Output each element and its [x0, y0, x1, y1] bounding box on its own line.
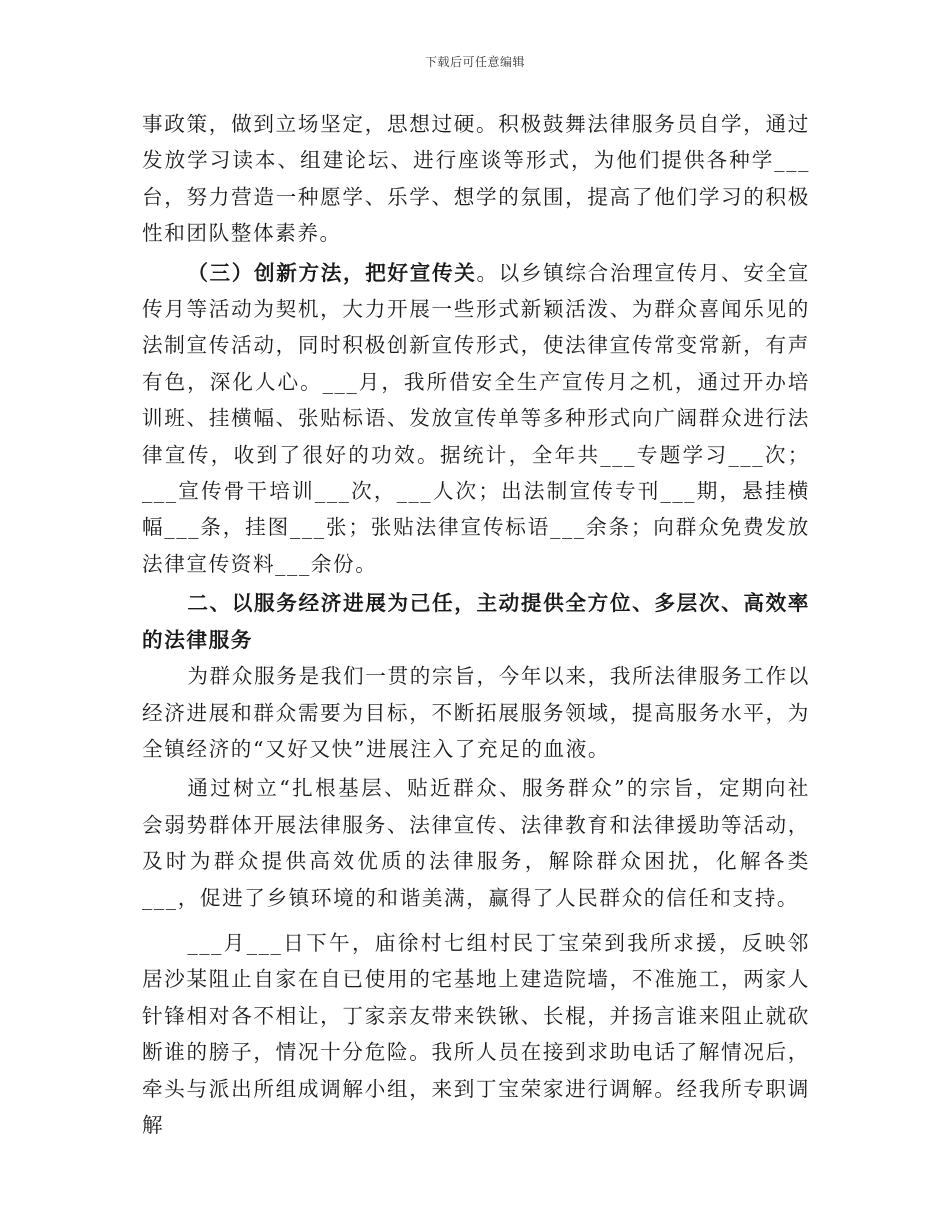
paragraph-service-purpose: 为群众服务是我们一贯的宗旨，今年以来，我所法律服务工作以经济进展和群众需要为目标，不断拓展服务领域，提高服务水平，为全镇经济的“又好又快”进展注入了充足的血液。 [142, 664, 810, 761]
document-body [142, 106, 810, 1143]
page-header-note: 下载后可任意编辑 [424, 55, 525, 69]
paragraph-grassroots-service: 通过树立“扎根基层、贴近群众、服务群众”的宗旨，定期向社会弱势群体开展法律服务、法律宣传、法律教育和法律援助等活动，及时为群众提供高效优质的法律服务，解除群众困扰，化解各类___，促进了乡镇环境的和谐美满，赢得了人民群众的信任和支持。 [142, 776, 810, 910]
paragraph-publicity-body: 。以乡镇综合治理宣传月、安全宣传月等活动为契机，大力开展一些形式新颖活泼、为群众喜闻乐见的法制宣传活动，同时积极创新宣传形式，使法律宣传常变常新，有声有色，深化人心。___月，我所借安全生产宣传月之机，通过开办培训班、挂横幅、张贴标语、发放宣传单等多种形式向广阔群众进行法律宣传，收到了很好的功效。据统计，全年共___专题学习___次；___宣传骨干培训___次，___人次；出法制宣传专刊___期，悬挂横幅___条，挂图___张；张贴法律宣传标语___余条；向群众免费发放法律宣传资料___余份。 [142, 260, 810, 576]
paragraph-policy-study: 事政策，做到立场坚定，思想过硬。积极鼓舞法律服务员自学，通过发放学习读本、组建论坛、进行座谈等形式，为他们提供各种学___台，努力营造一种愿学、乐学、想学的氛围，提高了他们学习的积极性和团队整体素养。 [142, 112, 810, 246]
paragraph-publicity [142, 255, 810, 583]
paragraph-mediation-case: ___月___日下午，庙徐村七组村民丁宝荣到我所求援，反映邻居沙某阻止自家在自已使用的宅基地上建造院墙，不准施工，两家人针锋相对各不相让，丁家亲友带来铁锹、长棍，并扬言谁来阻止就砍断谁的膀子，情况十分危险。我所人员在接到求助电话了解情况后，牵头与派出所组成调解小组，来到丁宝荣家进行调解。经我所专职调解 [142, 930, 810, 1137]
section-heading-economic-service: 二、以服务经济进展为己任，主动提供全方位、多层次、高效率的法律服务 [142, 591, 810, 652]
section-subheading-publicity: （三）创新方法，把好宣传关 [187, 260, 477, 285]
